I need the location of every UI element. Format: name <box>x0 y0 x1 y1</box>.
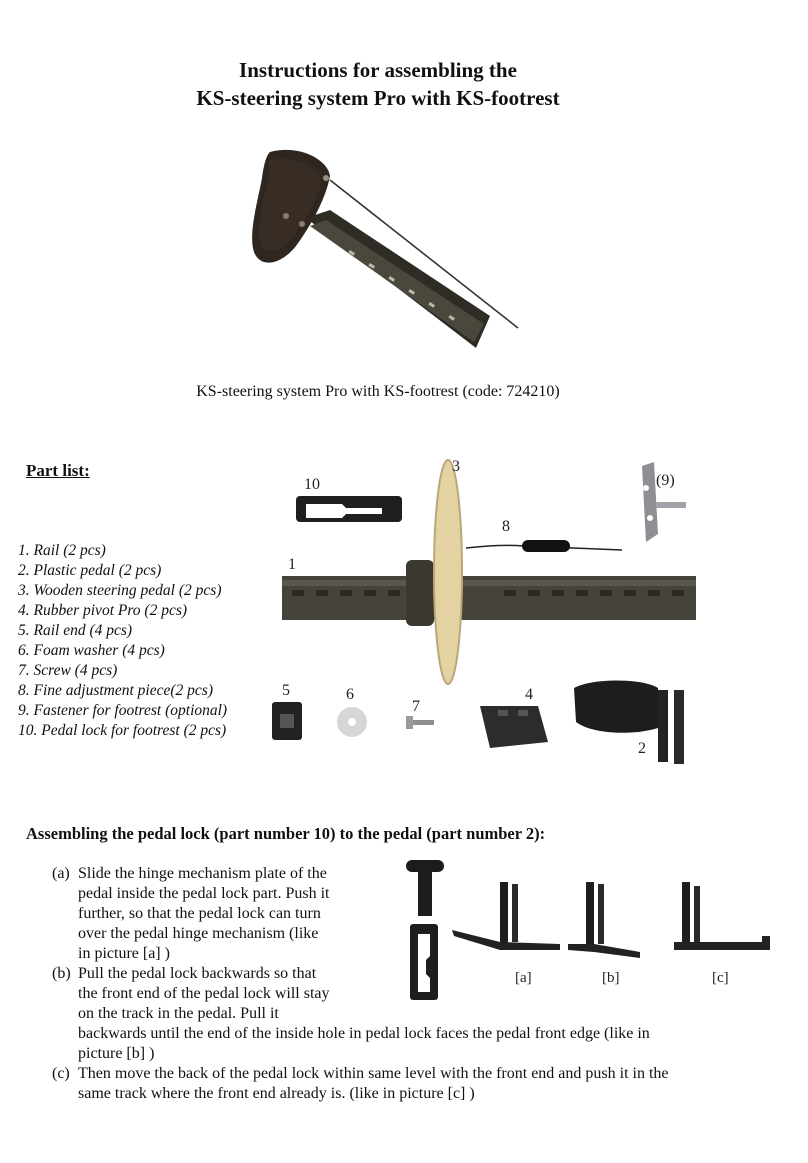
page-title-line-1: Instructions for assembling the <box>239 58 517 82</box>
part-item: 3. Wooden steering pedal (2 pcs) <box>18 582 222 599</box>
part-1-rail <box>282 560 696 626</box>
step-line: backwards until the end of the inside hole in pedal lock faces the pedal front edge (like in <box>78 1025 650 1042</box>
part-item: 4. Rubber pivot Pro (2 pcs) <box>18 602 188 619</box>
part-item: 5. Rail end (4 pcs) <box>18 622 133 639</box>
picture-label-b: [b] <box>602 970 620 986</box>
step-line: Slide the hinge mechanism plate of the <box>78 865 327 882</box>
part-label-2: 2 <box>638 740 646 757</box>
picture-c <box>674 882 770 950</box>
step-line: Then move the back of the pedal lock within same level with the front end and push it in the <box>78 1065 669 1082</box>
part-label-9: (9) <box>656 472 675 489</box>
part-item: 1. Rail (2 pcs) <box>18 542 106 559</box>
part-list-heading: Part list: <box>26 461 90 480</box>
pedal-lock-parts <box>406 860 444 1000</box>
hero-caption: KS-steering system Pro with KS-footrest (code: 724210) <box>196 383 560 400</box>
part-list <box>18 541 227 741</box>
step-line: the front end of the pedal lock will stay <box>78 985 330 1002</box>
picture-label-a: [a] <box>515 970 532 986</box>
part-10-pedal-lock <box>296 496 402 522</box>
step-line: in picture [a] ) <box>78 945 170 962</box>
hero-product-image <box>240 140 540 370</box>
part-5-rail-end <box>272 702 302 740</box>
part-item: 9. Fastener for footrest (optional) <box>18 702 228 719</box>
part-label-3: 3 <box>452 458 460 475</box>
part-label-10: 10 <box>304 476 320 493</box>
part-label-8: 8 <box>502 518 510 535</box>
part-7-screw <box>406 716 434 729</box>
part-8-fine-adjustment <box>466 540 622 552</box>
part-item: 2. Plastic pedal (2 pcs) <box>18 562 162 579</box>
step-tag: (b) <box>52 965 71 982</box>
step-line: pedal inside the pedal lock part. Push it <box>78 885 330 902</box>
assembly-pictures <box>400 856 790 1006</box>
step-line: over the pedal hinge mechanism (like <box>78 925 319 942</box>
step-tag: (c) <box>52 1065 70 1082</box>
part-2-plastic-pedal <box>574 681 684 765</box>
step-line: picture [b] ) <box>78 1045 155 1062</box>
picture-b <box>568 882 640 958</box>
part-6-foam-washer <box>337 707 367 737</box>
part-3-wooden-pedal <box>434 460 462 684</box>
part-item: 10. Pedal lock for footrest (2 pcs) <box>18 722 227 739</box>
step-line: Pull the pedal lock backwards so that <box>78 965 317 982</box>
picture-label-c: [c] <box>712 970 729 986</box>
page-title-line-2: KS-steering system Pro with KS-footrest <box>196 86 560 110</box>
part-label-1: 1 <box>288 556 296 573</box>
assembly-heading: Assembling the pedal lock (part number 10) to the pedal (part number 2): <box>26 824 546 843</box>
step-tag: (a) <box>52 865 70 882</box>
part-label-6: 6 <box>346 686 354 703</box>
step-line: further, so that the pedal lock can turn <box>78 905 321 922</box>
part-item: 7. Screw (4 pcs) <box>18 662 118 679</box>
part-label-4: 4 <box>525 686 533 703</box>
part-label-5: 5 <box>282 682 290 699</box>
part-item: 6. Foam washer (4 pcs) <box>18 642 165 659</box>
step-line: on the track in the pedal. Pull it <box>78 1005 279 1022</box>
picture-a <box>452 882 560 950</box>
part-label-7: 7 <box>412 698 420 715</box>
step-line: same track where the front end already is. (like in picture [c] ) <box>78 1085 475 1102</box>
part-4-rubber-pivot <box>480 706 548 748</box>
assembly-step-c <box>52 1064 792 1108</box>
parts-illustration <box>262 452 702 772</box>
part-item: 8. Fine adjustment piece(2 pcs) <box>18 682 213 699</box>
